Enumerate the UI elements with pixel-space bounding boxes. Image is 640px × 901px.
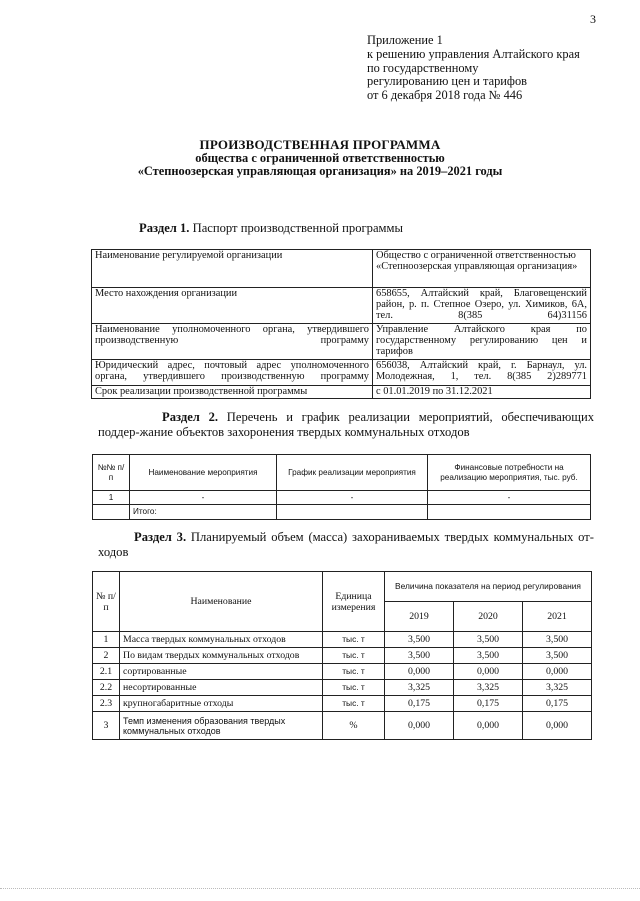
table-cell: 3,500 <box>385 632 454 648</box>
table-cell: 3,500 <box>523 648 592 664</box>
header-cell: 2019 <box>385 602 454 632</box>
table-row <box>93 648 592 664</box>
table-cell <box>93 505 130 520</box>
table-cell: - <box>130 491 277 505</box>
header-cell: 2020 <box>454 602 523 632</box>
annex-line: Приложение 1 <box>367 33 443 47</box>
annex-block <box>367 34 580 103</box>
table-cell <box>428 505 591 520</box>
table-cell: Наименование уполномоченного органа, утвердившего производственную программу <box>92 324 373 360</box>
table-cell: тыс. т <box>323 648 385 664</box>
table-cell: - <box>277 491 428 505</box>
table-cell: 3,325 <box>385 680 454 696</box>
table-cell: 3,500 <box>454 632 523 648</box>
header-cell: Финансовые потребности на реализацию мероприятия, тыс. руб. <box>428 455 591 491</box>
table-cell: Место нахождения организации <box>92 288 373 324</box>
table-row <box>92 250 591 288</box>
total-label: Итого: <box>130 505 277 520</box>
table-row <box>93 632 592 648</box>
table-cell: Юридический адрес, почтовый адрес уполномоченного органа, утвердившего производственную программу <box>92 360 373 386</box>
table-cell: 1 <box>93 632 120 648</box>
table-cell: 3,325 <box>454 680 523 696</box>
table-row <box>93 491 591 505</box>
table-cell: 0,175 <box>385 696 454 712</box>
table-cell: 3,500 <box>454 648 523 664</box>
title-line-1: ПРОИЗВОДСТВЕННАЯ ПРОГРАММА <box>199 137 441 152</box>
table-cell: 1 <box>93 491 130 505</box>
table-row <box>93 680 592 696</box>
table-cell: Управление Алтайского края по государственному регулированию цен и тарифов <box>373 324 591 360</box>
table-cell: с 01.01.2019 по 31.12.2021 <box>373 386 591 399</box>
table-header-row <box>93 572 592 602</box>
table-cell: тыс. т <box>323 632 385 648</box>
table-cell: 3 <box>93 712 120 740</box>
title-line-3: «Степноозерская управляющая организация» на 2019–2021 годы <box>137 164 503 179</box>
passport-table <box>91 249 591 399</box>
header-cell: 2021 <box>523 602 592 632</box>
section-1-heading <box>139 221 403 236</box>
table-cell <box>277 505 428 520</box>
table-cell: % <box>323 712 385 740</box>
table-cell: Темп изменения образования твердых коммунальных отходов <box>120 712 323 740</box>
table-cell: тыс. т <box>323 696 385 712</box>
table-cell: 3,500 <box>385 648 454 664</box>
table-cell: 2 <box>93 648 120 664</box>
header-cell: Единица измерения <box>323 572 385 632</box>
table-cell: 0,000 <box>454 712 523 740</box>
table-cell: 0,000 <box>385 712 454 740</box>
header-cell: График реализации мероприятия <box>277 455 428 491</box>
volume-table <box>92 571 592 740</box>
annex-line: по государственному <box>367 60 479 75</box>
page-bottom-divider <box>0 888 640 889</box>
table-header-row <box>93 455 591 491</box>
table-cell: 0,000 <box>523 712 592 740</box>
table-cell: 2.2 <box>93 680 120 696</box>
table-row <box>92 288 591 324</box>
annex-line: регулированию цен и тарифов <box>367 74 527 89</box>
header-cell: Наименование мероприятия <box>130 455 277 491</box>
section-2-heading <box>98 410 594 439</box>
table-cell: Наименование регулируемой организации <box>92 250 373 288</box>
section-3-label: Раздел 3. <box>134 530 187 544</box>
section-3-title: Планируемый объем (масса) захораниваемых твердых коммунальных от-ходов <box>98 530 595 559</box>
section-1-title: Паспорт производственной программы <box>192 221 403 235</box>
table-cell: 0,175 <box>523 696 592 712</box>
table-row <box>92 386 591 399</box>
table-cell: 3,325 <box>523 680 592 696</box>
title-line-2: общества с ограниченной ответственностью <box>195 150 445 165</box>
table-cell: 0,000 <box>523 664 592 680</box>
table-cell: 3,500 <box>523 632 592 648</box>
section-3-heading <box>98 530 594 559</box>
table-cell: По видам твердых коммунальных отходов <box>120 648 323 664</box>
table-cell: несортированные <box>120 680 323 696</box>
table-cell: 2.1 <box>93 664 120 680</box>
table-cell: 0,000 <box>385 664 454 680</box>
section-2-label: Раздел 2. <box>162 410 219 424</box>
table-row <box>93 505 591 520</box>
annex-line: от 6 декабря 2018 года № 446 <box>367 88 523 103</box>
table-cell: крупногабаритные отходы <box>120 696 323 712</box>
header-cell: № п/п <box>93 572 120 632</box>
table-cell: тыс. т <box>323 680 385 696</box>
table-cell: 0,000 <box>454 664 523 680</box>
table-row <box>92 360 591 386</box>
header-cell: №№ п/п <box>93 455 130 491</box>
table-cell: 2.3 <box>93 696 120 712</box>
header-cell: Величина показателя на период регулирования <box>385 572 592 602</box>
section-2-title: Перечень и график реализации мероприятий, обеспечивающих поддер-жание объектов захоронения твердых коммунальных отходов <box>98 410 594 439</box>
annex-line: к решению управления Алтайского края <box>367 46 580 61</box>
table-row <box>93 696 592 712</box>
table-cell: Общество с ограниченной ответственностью «Степноозерская управляющая организация» <box>373 250 591 288</box>
measures-table <box>92 454 591 520</box>
table-row <box>92 324 591 360</box>
page-number: 3 <box>590 12 596 26</box>
table-cell: 0,175 <box>454 696 523 712</box>
table-cell: 656038, Алтайский край, г. Барнаул, ул. Молодежная, 1, тел. 8(385 2)289771 <box>373 360 591 386</box>
document-title <box>0 138 640 179</box>
table-row <box>93 712 592 740</box>
table-cell: 658655, Алтайский край, Благовещенский район, р. п. Степное Озеро, ул. Химиков, 6А, тел. 8(385 64)31156 <box>373 288 591 324</box>
header-cell: Наименование <box>120 572 323 632</box>
table-cell: тыс. т <box>323 664 385 680</box>
table-cell: - <box>428 491 591 505</box>
table-cell: Масса твердых коммунальных отходов <box>120 632 323 648</box>
table-cell: сортированные <box>120 664 323 680</box>
section-1-label: Раздел 1. <box>139 221 190 235</box>
table-row <box>93 664 592 680</box>
table-cell: Срок реализации производственной программы <box>92 386 373 399</box>
